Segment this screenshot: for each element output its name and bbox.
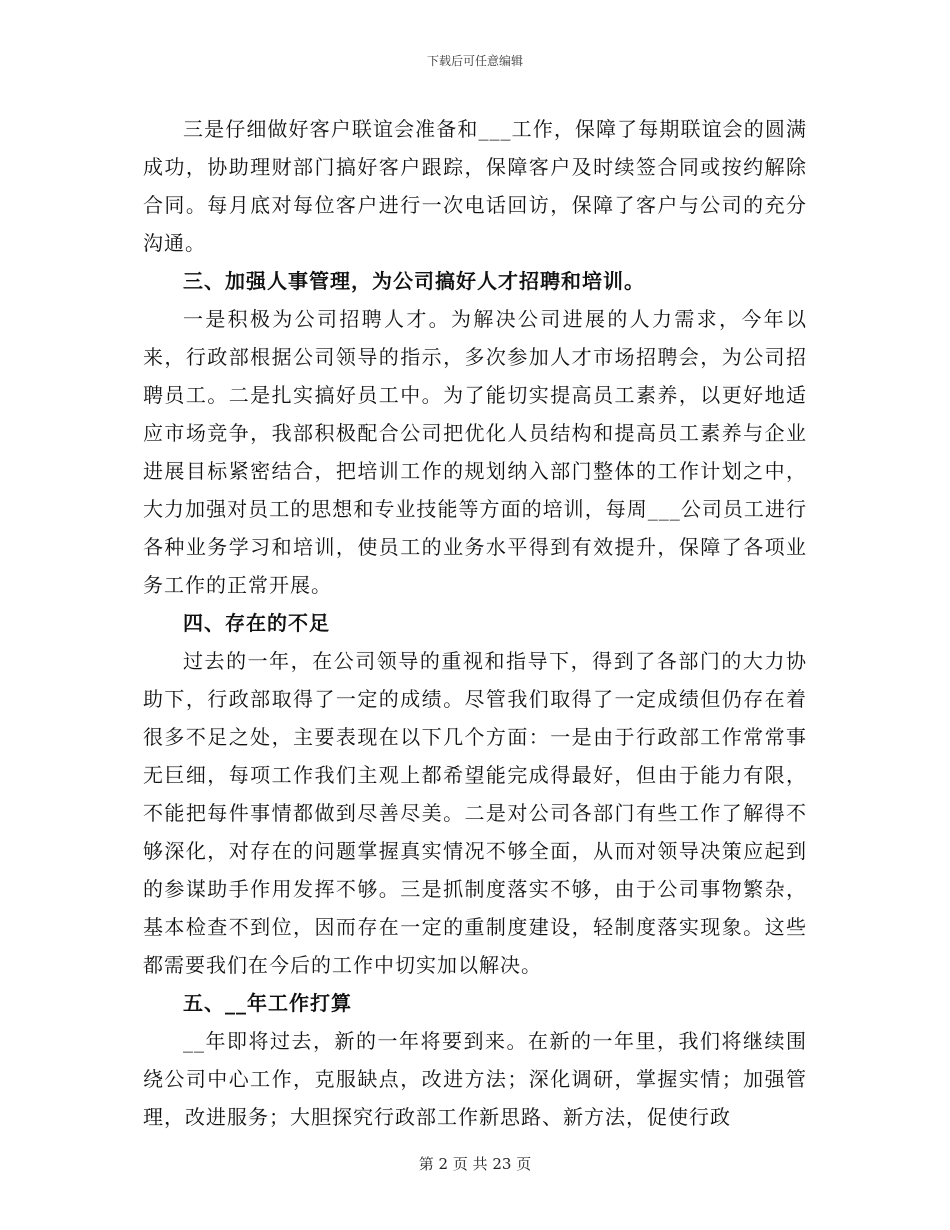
section-heading-hr-management: 三、加强人事管理，为公司搞好人才招聘和培训。 [183, 269, 645, 293]
paragraph-client-events: 三是仔细做好客户联谊会准备和___工作，保障了每期联谊会的圆满成功，协助理财部门搞好客户跟踪，保障客户及时续签合同或按约解除合同。每月底对每位客户进行一次电话回访，保障了客户与公司的充分沟通。 [143, 117, 807, 255]
paragraph-recruitment-training: 一是积极为公司招聘人才。为解决公司进展的人力需求，今年以来，行政部根据公司领导的指示，多次参加人才市场招聘会，为公司招聘员工。二是扎实搞好员工中。为了能切实提高员工素养，以更好地适应市场竞争，我部积极配合公司把优化人员结构和提高员工素养与企业进展目标紧密结合，把培训工作的规划纳入部门整体的工作计划之中，大力加强对员工的思想和专业技能等方面的培训，每周___公司员工进行各种业务学习和培训，使员工的业务水平得到有效提升，保障了各项业务工作的正常开展。 [143, 307, 807, 597]
paragraph-work-plan: __年即将过去，新的一年将要到来。在新的一年里，我们将继续围绕公司中心工作，克服缺点，改进方法；深化调研，掌握实情；加强管理，改进服务；大胆探究行政部工作新思路、新方法，促使行政 [143, 1029, 807, 1129]
section-heading-work-plan: 五、__年工作打算 [183, 991, 352, 1015]
paragraph-shortcomings: 过去的一年，在公司领导的重视和指导下，得到了各部门的大力协助下，行政部取得了一定的成绩。尽管我们取得了一定成绩但仍存在着很多不足之处，主要表现在以下几个方面：一是由于行政部工作常常事无巨细，每项工作我们主观上都希望能完成得最好，但由于能力有限，不能把每件事情都做到尽善尽美。二是对公司各部门有些工作了解得不够深化，对存在的问题掌握真实情况不够全面，从而对领导决策应起到的参谋助手作用发挥不够。三是抓制度落实不够，由于公司事物繁杂，基本检查不到位，因而存在一定的重制度建设，轻制度落实现象。这些都需要我们在今后的工作中切实加以解决。 [143, 649, 807, 977]
page-header: 下载后可任意编辑 [426, 54, 523, 68]
document-body [143, 110, 807, 1136]
page-number: 第 2 页 共 23 页 [418, 1155, 532, 1173]
section-heading-shortcomings: 四、存在的不足 [183, 611, 330, 635]
